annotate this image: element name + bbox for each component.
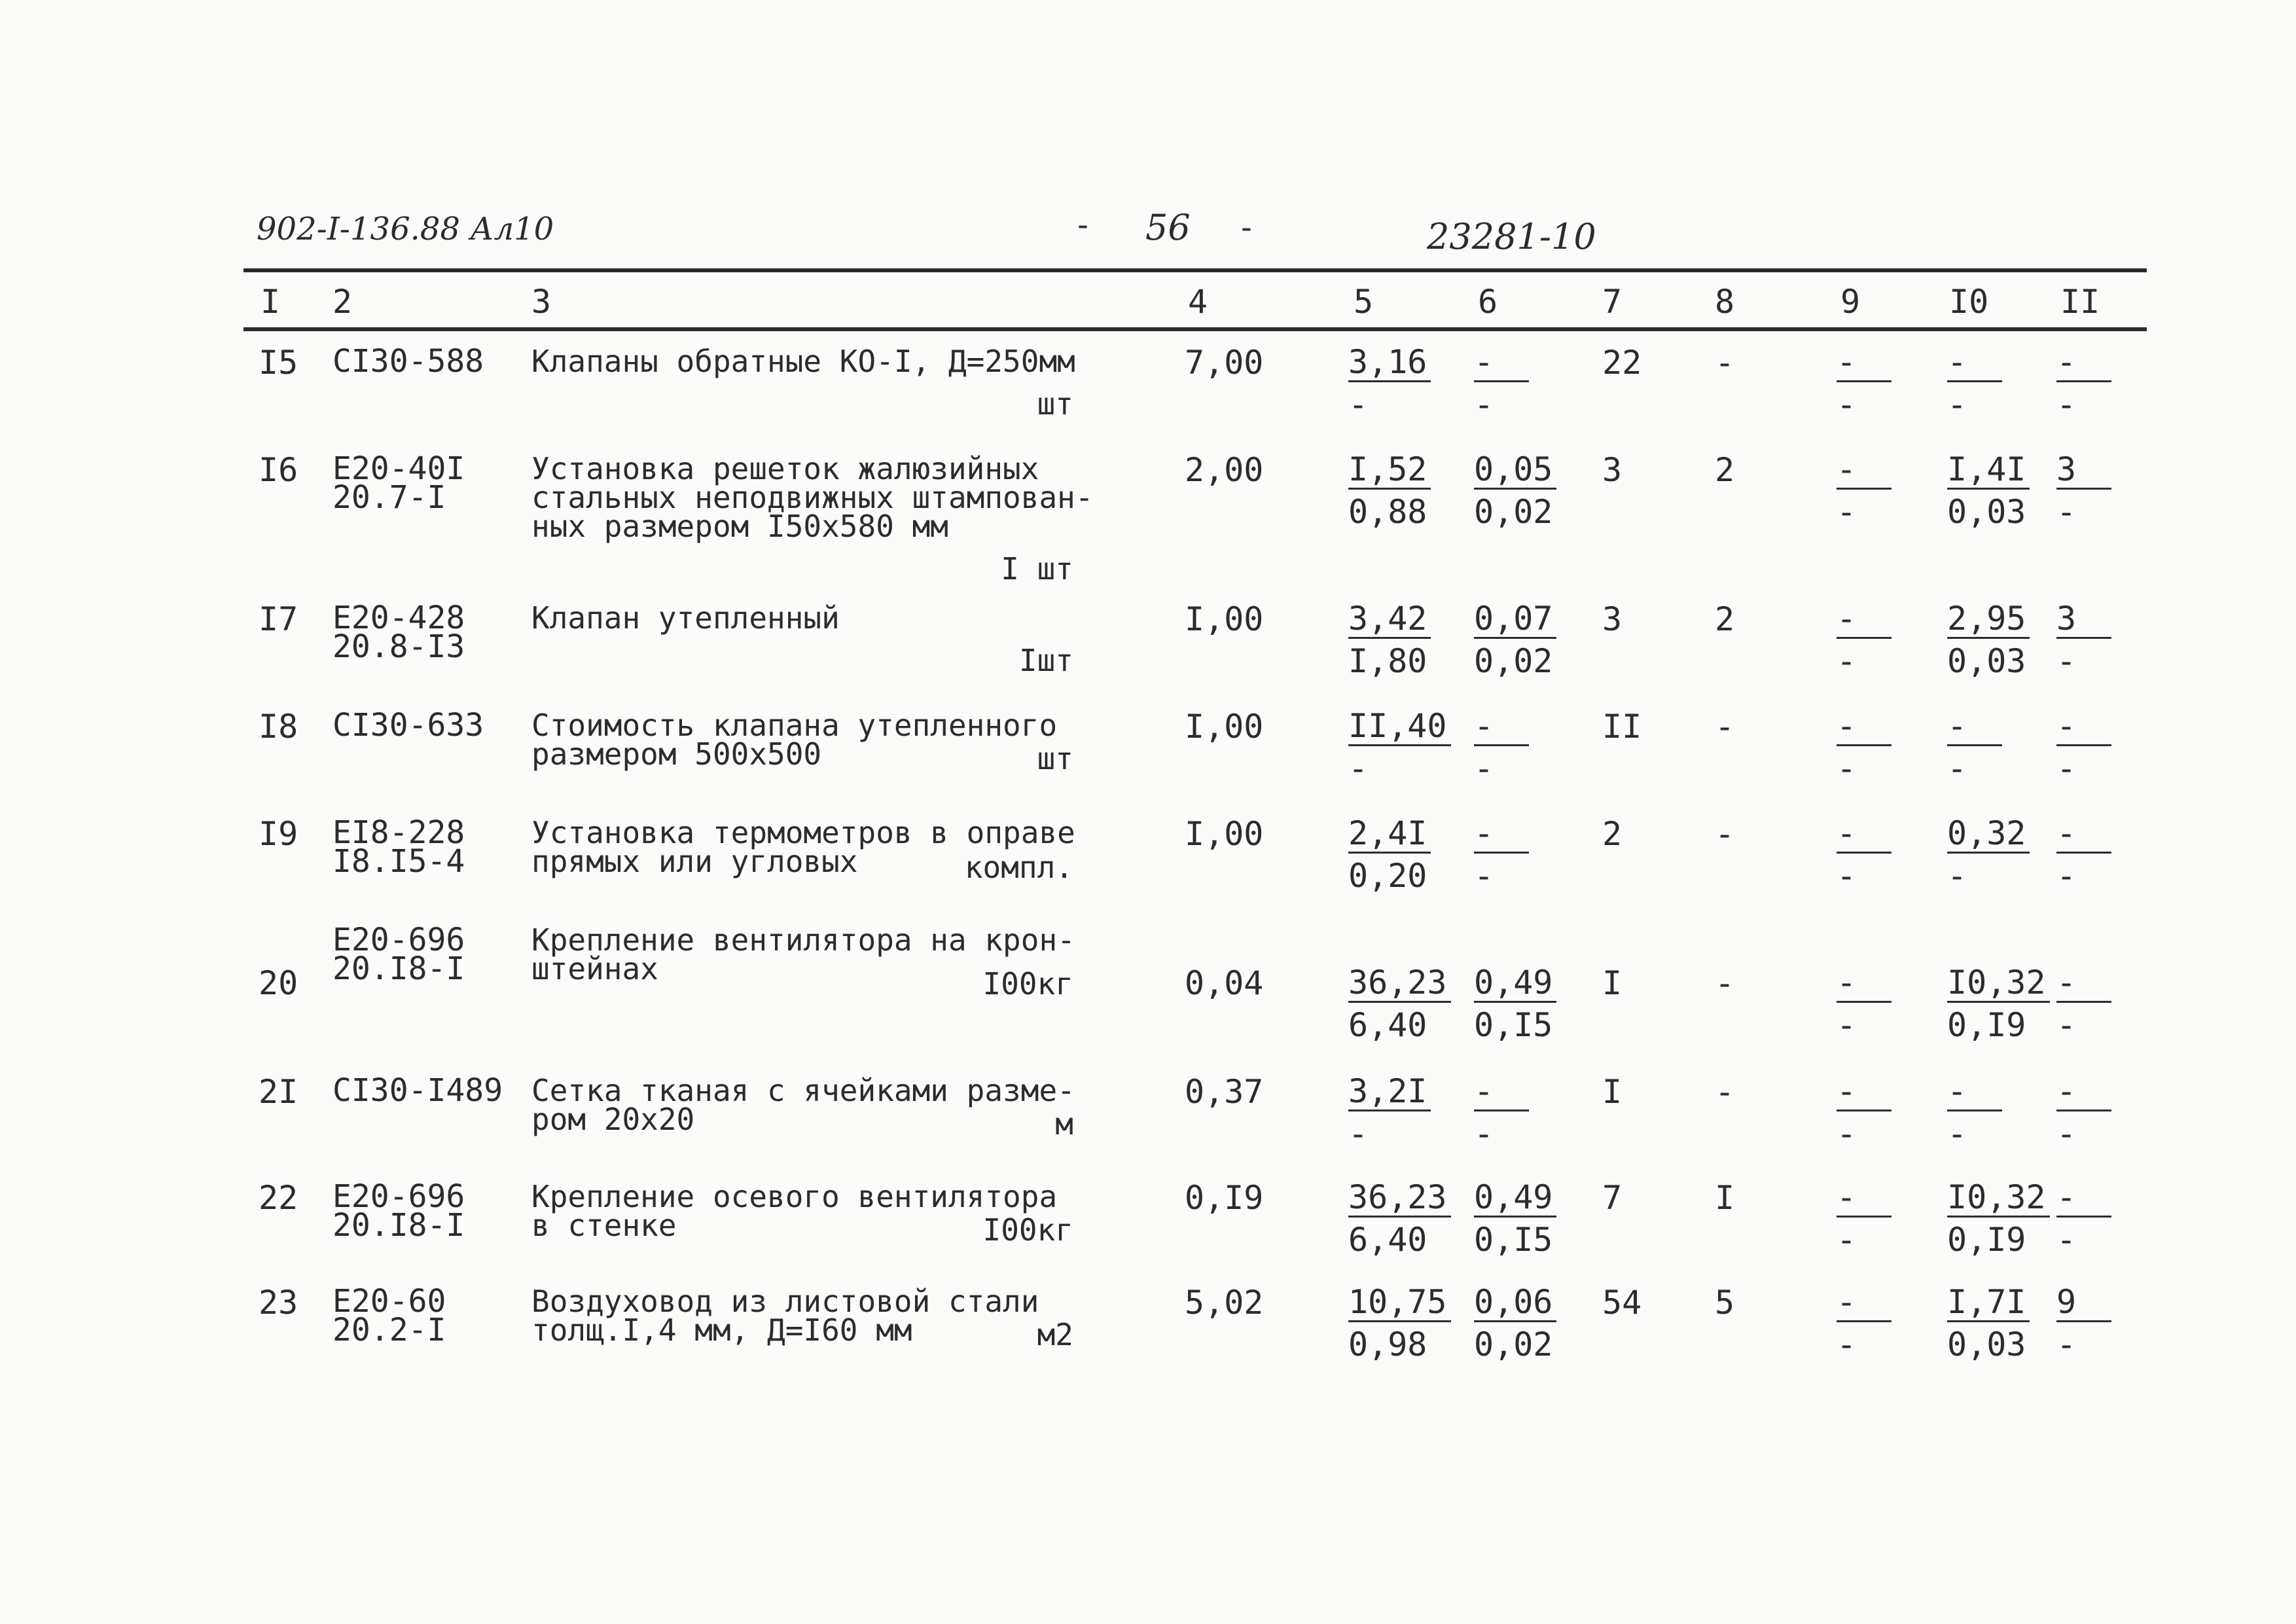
cost-col-10 (1947, 707, 2002, 785)
value-top: - (2056, 709, 2111, 746)
quantity: 0,04 (1185, 964, 1264, 1002)
value-top: II,40 (1348, 709, 1451, 746)
value-col-8: - (1715, 344, 1735, 382)
table-header-rule (243, 327, 2147, 331)
value-bottom: - (1837, 1326, 1857, 1363)
value-bottom: - (2056, 642, 2077, 680)
cost-col-10 (1947, 450, 2030, 529)
cost-col-6 (1474, 450, 1556, 529)
row-number: 2I (259, 1073, 298, 1111)
value-bottom: - (1474, 857, 1494, 895)
value-top: - (1474, 816, 1529, 854)
cost-col-9 (1837, 1072, 1892, 1151)
text-line: CI30-633 (332, 707, 484, 744)
text-line: CI30-588 (332, 343, 484, 380)
text-line: Воздуховод из листовой стали (531, 1284, 1039, 1319)
unit-of-measure: компл. (964, 850, 1073, 885)
value-bottom: - (1837, 386, 1857, 424)
quantity: 2,00 (1185, 451, 1264, 489)
cost-col-5 (1348, 1283, 1451, 1362)
cost-col-5 (1348, 964, 1451, 1042)
value-col-7: 3 (1602, 451, 1623, 489)
cost-col-5 (1348, 707, 1451, 785)
cost-col-10 (1947, 1283, 2030, 1362)
text-line: толщ.I,4 мм, Д=I60 мм (531, 1312, 912, 1348)
value-top: - (1837, 965, 1892, 1003)
text-line: 20.I8-I (332, 950, 465, 987)
value-top: 3 (2056, 452, 2111, 490)
header-dash-right: - (1237, 209, 1256, 246)
value-top: 10,75 (1348, 1285, 1451, 1322)
cost-col-10 (1947, 1178, 2050, 1257)
col-header-10: I0 (1949, 283, 1989, 321)
cost-col-11 (2056, 1072, 2111, 1151)
cost-col-6 (1474, 1178, 1556, 1257)
value-col-7: II (1602, 708, 1642, 746)
row-number: 23 (259, 1284, 298, 1322)
cost-col-11 (2056, 814, 2111, 893)
value-col-7: 22 (1602, 344, 1642, 382)
value-bottom: - (1837, 1006, 1857, 1044)
value-bottom: 0,20 (1348, 857, 1427, 895)
value-top: 0,49 (1474, 965, 1556, 1003)
col-header-4: 4 (1188, 283, 1208, 321)
value-col-7: 54 (1602, 1284, 1642, 1322)
value-bottom: 0,02 (1474, 1326, 1553, 1363)
value-col-8: 2 (1715, 451, 1735, 489)
text-line: прямых или угловых (531, 844, 858, 879)
cost-col-10 (1947, 814, 2030, 893)
text-line: Е20-40I (332, 450, 465, 487)
value-top: I0,32 (1947, 965, 2050, 1003)
value-bottom: - (2056, 493, 2077, 531)
value-col-7: I (1602, 964, 1623, 1002)
unit-of-measure: шт (1037, 386, 1073, 422)
value-col-7: 3 (1602, 600, 1623, 638)
cost-col-10 (1947, 343, 2002, 422)
norm-code (332, 1178, 465, 1244)
cost-col-11 (2056, 707, 2111, 785)
value-top: 3,2I (1348, 1074, 1431, 1111)
col-header-11: II (2060, 283, 2100, 321)
work-description (531, 451, 1094, 544)
unit-of-measure: I шт (1001, 551, 1073, 586)
value-bottom: - (2056, 386, 2077, 424)
text-line: 20.I8-I (332, 1207, 465, 1244)
unit-of-measure: м2 (1037, 1317, 1073, 1352)
text-line: Клапан утепленный (531, 600, 840, 636)
text-line: 20.2-I (332, 1312, 446, 1348)
work-description (531, 344, 1075, 379)
text-line: Е20-696 (332, 922, 465, 958)
value-col-8: 2 (1715, 600, 1735, 638)
cost-col-9 (1837, 450, 1892, 529)
value-bottom: - (1837, 857, 1857, 895)
text-line: Установка термометров в оправе (531, 815, 1075, 850)
row-number: I6 (259, 451, 298, 489)
row-number: I5 (259, 344, 298, 382)
value-top: - (1947, 709, 2002, 746)
value-top: - (1837, 345, 1892, 382)
value-top: - (1474, 1074, 1529, 1111)
text-line: ром 20x20 (531, 1102, 695, 1137)
value-bottom: - (2056, 1221, 2077, 1259)
col-header-2: 2 (332, 283, 353, 321)
value-top: 3,16 (1348, 345, 1431, 382)
quantity: I,00 (1185, 708, 1264, 746)
value-top: - (2056, 345, 2111, 382)
quantity: I,00 (1185, 600, 1264, 638)
value-col-8: - (1715, 708, 1735, 746)
value-bottom: - (2056, 1115, 2077, 1153)
cost-col-11 (2056, 964, 2111, 1042)
text-line: ЕI8-228 (332, 814, 465, 851)
cost-col-9 (1837, 707, 1892, 785)
text-line: Е20-696 (332, 1178, 465, 1215)
text-line: CI30-I489 (332, 1072, 503, 1109)
value-col-8: - (1715, 815, 1735, 853)
value-bottom: - (2056, 749, 2077, 787)
cost-col-10 (1947, 1072, 2002, 1151)
value-bottom: I,80 (1348, 642, 1427, 680)
norm-code (332, 1283, 446, 1348)
value-top: I,52 (1348, 452, 1431, 490)
value-col-7: I (1602, 1073, 1623, 1111)
text-line: Клапаны обратные КО-I, Д=250мм (531, 344, 1075, 379)
value-bottom: 0,I9 (1947, 1221, 2026, 1259)
value-bottom: 0,88 (1348, 493, 1427, 531)
cost-col-9 (1837, 600, 1892, 678)
value-bottom: 0,03 (1947, 642, 2026, 680)
value-bottom: 0,I9 (1947, 1006, 2026, 1044)
norm-code (332, 1072, 503, 1109)
text-line: в стенке (531, 1208, 677, 1243)
value-top: - (2056, 965, 2111, 1003)
value-top: - (2056, 816, 2111, 854)
value-bottom: - (2056, 1006, 2077, 1044)
unit-of-measure: I00кг (982, 1212, 1073, 1248)
col-header-3: 3 (531, 283, 552, 321)
text-line: Сетка тканая с ячейками разме- (531, 1073, 1075, 1108)
value-top: 0,49 (1474, 1180, 1556, 1218)
unit-of-measure: шт (1037, 741, 1073, 776)
value-col-8: 5 (1715, 1284, 1735, 1322)
work-description (531, 600, 840, 636)
page-number: 56 (1145, 207, 1191, 248)
quantity: 5,02 (1185, 1284, 1264, 1322)
col-header-8: 8 (1715, 283, 1735, 321)
col-header-7: 7 (1602, 283, 1623, 321)
value-bottom: - (1348, 1115, 1369, 1153)
norm-code (332, 600, 465, 665)
value-top: - (1837, 1285, 1892, 1322)
cost-col-6 (1474, 1283, 1556, 1362)
text-line: 20.7-I (332, 479, 446, 516)
norm-code (332, 814, 465, 880)
text-line: ных размером I50x580 мм (531, 509, 948, 544)
text-line: I8.I5-4 (332, 843, 465, 880)
value-col-7: 7 (1602, 1179, 1623, 1217)
cost-col-6 (1474, 600, 1556, 678)
value-top: I,7I (1947, 1285, 2030, 1322)
table-top-rule (243, 268, 2147, 272)
value-top: - (1837, 1180, 1892, 1218)
document-code: 902-I-136.88 Ал10 (257, 211, 554, 247)
cost-col-5 (1348, 814, 1431, 893)
norm-code (332, 922, 465, 987)
value-top: I,4I (1947, 452, 2030, 490)
cost-col-11 (2056, 600, 2111, 678)
col-header-1: I (260, 283, 281, 321)
value-bottom: 0,02 (1474, 493, 1553, 531)
cost-col-9 (1837, 814, 1892, 893)
value-bottom: - (1837, 493, 1857, 531)
value-top: - (2056, 1074, 2111, 1111)
text-line: Стоимость клапана утепленного (531, 708, 1058, 743)
value-bottom: - (1348, 749, 1369, 787)
quantity: 7,00 (1185, 344, 1264, 382)
quantity: 0,I9 (1185, 1179, 1264, 1217)
value-bottom: 0,03 (1947, 1326, 2026, 1363)
value-bottom: - (1837, 642, 1857, 680)
value-top: - (1837, 709, 1892, 746)
value-top: - (1837, 816, 1892, 854)
value-top: 2,95 (1947, 602, 2030, 639)
cost-col-9 (1837, 1178, 1892, 1257)
value-col-7: 2 (1602, 815, 1623, 853)
value-top: - (1474, 345, 1529, 382)
value-top: 9 (2056, 1285, 2111, 1322)
unit-of-measure: м (1055, 1106, 1073, 1142)
value-bottom: - (1474, 1115, 1494, 1153)
value-top: 36,23 (1348, 965, 1451, 1003)
row-number: I8 (259, 708, 298, 746)
value-bottom: 0,I5 (1474, 1006, 1553, 1044)
text-line: штейнах (531, 951, 658, 986)
text-line: 20.8-I3 (332, 628, 465, 665)
norm-code (332, 450, 465, 516)
value-top: - (1837, 452, 1892, 490)
unit-of-measure: Iшт (1018, 643, 1073, 678)
cost-col-5 (1348, 600, 1431, 678)
cost-col-5 (1348, 1178, 1451, 1257)
value-bottom: - (1837, 749, 1857, 787)
value-bottom: - (1474, 386, 1494, 424)
value-top: - (1837, 1074, 1892, 1111)
value-bottom: 0,03 (1947, 493, 2026, 531)
text-line: Крепление вентилятора на крон- (531, 922, 1075, 958)
value-top: 36,23 (1348, 1180, 1451, 1218)
value-bottom: - (2056, 1326, 2077, 1363)
cost-col-6 (1474, 343, 1529, 422)
unit-of-measure: I00кг (982, 966, 1073, 1001)
cost-col-6 (1474, 707, 1529, 785)
value-bottom: 6,40 (1348, 1006, 1427, 1044)
cost-col-6 (1474, 814, 1529, 893)
row-number: 22 (259, 1179, 298, 1217)
value-top: 3,42 (1348, 602, 1431, 639)
value-bottom: - (1947, 857, 1967, 895)
value-top: 3 (2056, 602, 2111, 639)
sheet-code: 23281-10 (1427, 216, 1596, 257)
value-bottom: - (1947, 1115, 1967, 1153)
cost-col-5 (1348, 450, 1431, 529)
value-top: 0,32 (1947, 816, 2030, 854)
value-top: 0,05 (1474, 452, 1556, 490)
norm-code (332, 707, 484, 744)
value-bottom: - (1837, 1115, 1857, 1153)
value-top: - (2056, 1180, 2111, 1218)
cost-col-10 (1947, 964, 2050, 1042)
header-dash-left: - (1073, 207, 1092, 244)
value-bottom: 6,40 (1348, 1221, 1427, 1259)
row-number: I9 (259, 815, 298, 853)
row-number: I7 (259, 600, 298, 638)
value-bottom: - (2056, 857, 2077, 895)
cost-col-9 (1837, 343, 1892, 422)
text-line: размером 500x500 (531, 736, 822, 772)
value-top: - (1947, 1074, 2002, 1111)
text-line: Установка решеток жалюзийных (531, 451, 1039, 486)
value-col-8: - (1715, 964, 1735, 1002)
cost-col-9 (1837, 964, 1892, 1042)
cost-col-6 (1474, 964, 1556, 1042)
col-header-9: 9 (1840, 283, 1861, 321)
cost-col-10 (1947, 600, 2030, 678)
cost-col-11 (2056, 1178, 2111, 1257)
value-bottom: - (1947, 749, 1967, 787)
cost-col-6 (1474, 1072, 1529, 1151)
value-top: - (1947, 345, 2002, 382)
row-number: 20 (259, 964, 298, 1002)
value-top: I0,32 (1947, 1180, 2050, 1218)
value-top: - (1474, 709, 1529, 746)
cost-col-11 (2056, 450, 2111, 529)
text-line: Крепление осевого вентилятора (531, 1179, 1058, 1214)
value-bottom: - (1348, 386, 1369, 424)
value-bottom: - (1474, 749, 1494, 787)
quantity: I,00 (1185, 815, 1264, 853)
col-header-5: 5 (1354, 283, 1374, 321)
norm-code (332, 343, 484, 380)
value-bottom: - (1837, 1221, 1857, 1259)
value-top: 0,07 (1474, 602, 1556, 639)
cost-col-5 (1348, 343, 1431, 422)
cost-col-11 (2056, 343, 2111, 422)
value-col-8: - (1715, 1073, 1735, 1111)
value-col-8: I (1715, 1179, 1735, 1217)
value-bottom: - (1947, 386, 1967, 424)
value-top: - (1837, 602, 1892, 639)
cost-col-11 (2056, 1283, 2111, 1362)
value-bottom: 0,02 (1474, 642, 1553, 680)
cost-col-5 (1348, 1072, 1431, 1151)
col-header-6: 6 (1478, 283, 1498, 321)
quantity: 0,37 (1185, 1073, 1264, 1111)
value-bottom: 0,98 (1348, 1326, 1427, 1363)
value-top: 2,4I (1348, 816, 1431, 854)
value-top: 0,06 (1474, 1285, 1556, 1322)
value-bottom: 0,I5 (1474, 1221, 1553, 1259)
text-line: стальных неподвижных штампован- (531, 480, 1094, 515)
cost-col-9 (1837, 1283, 1892, 1362)
text-line: Е20-428 (332, 600, 465, 636)
text-line: Е20-60 (332, 1283, 446, 1320)
